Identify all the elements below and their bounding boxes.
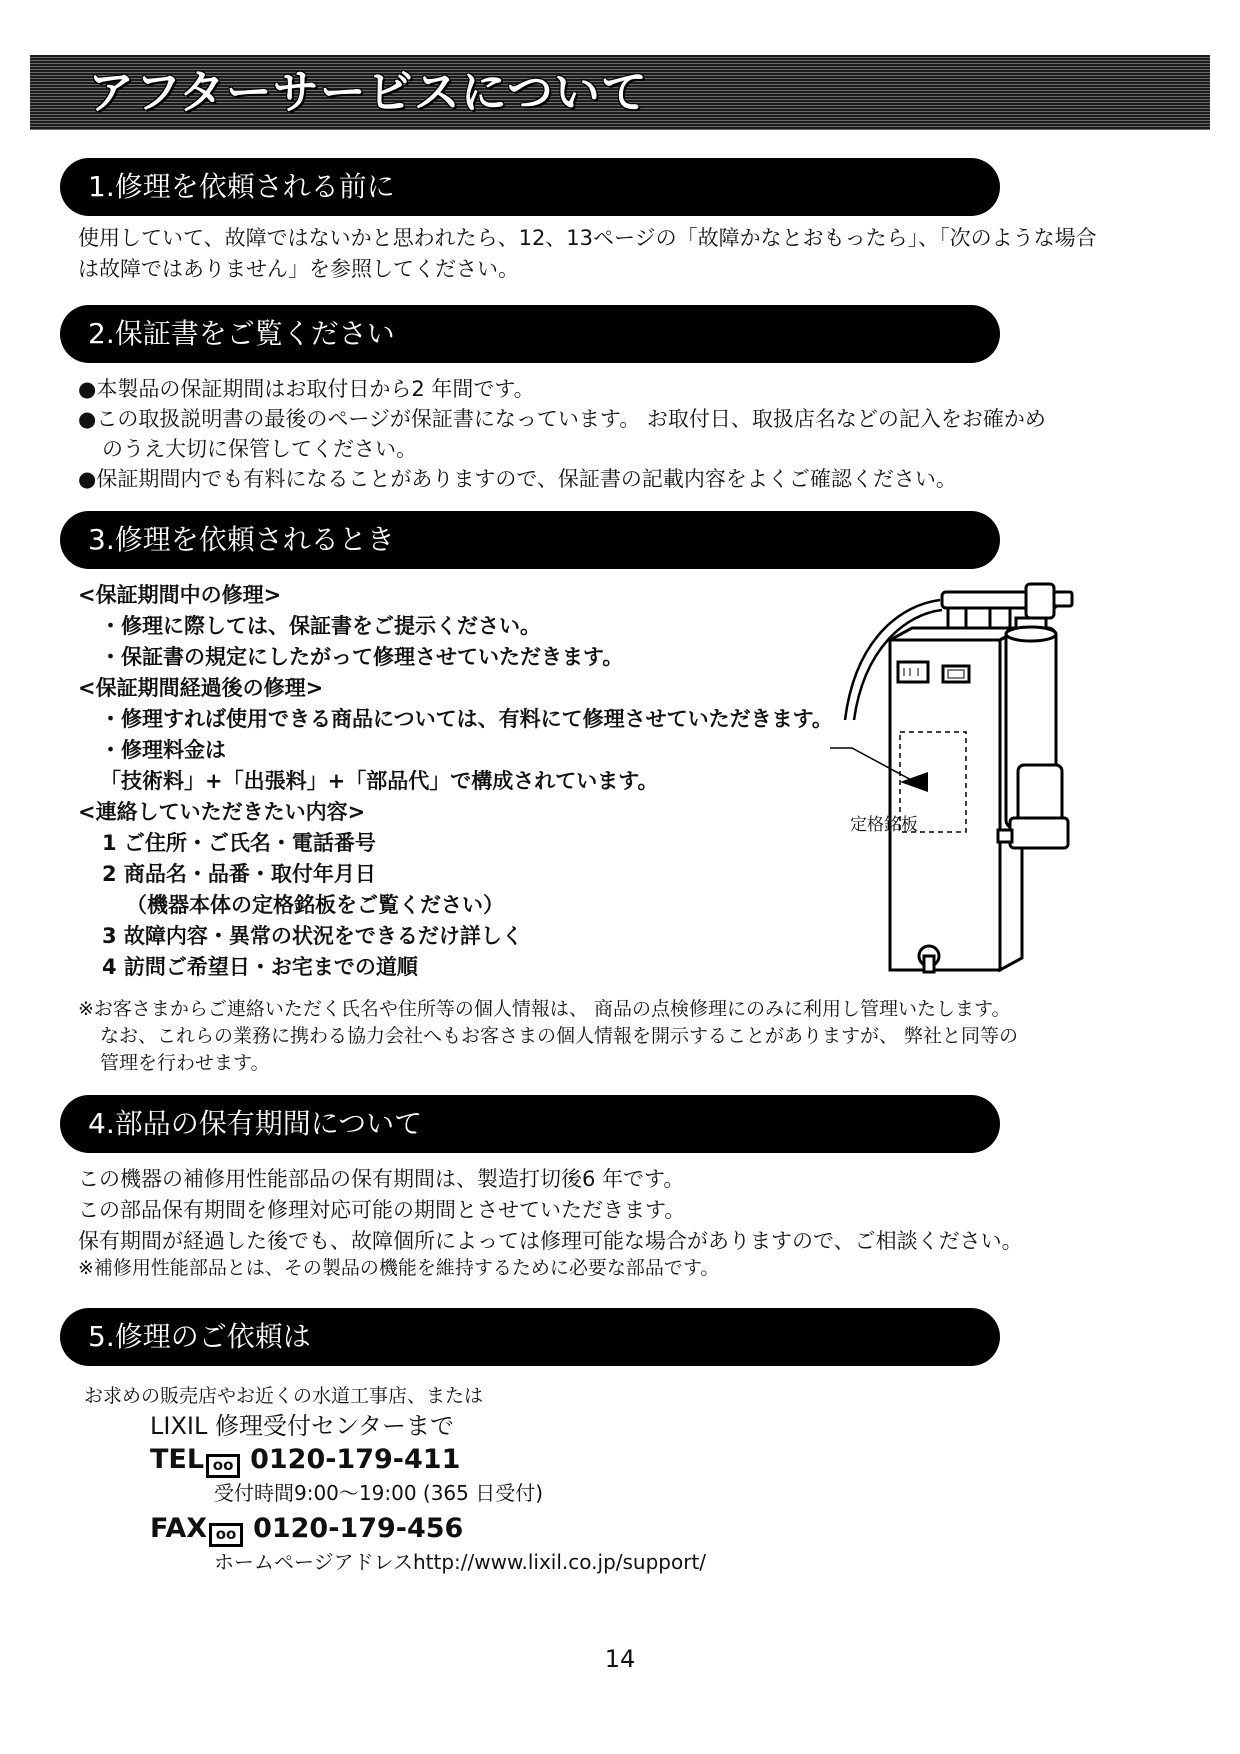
free-dial-icon: oo xyxy=(209,1523,243,1547)
reception-hours: 受付時間9:00～19:00 (365 日受付) xyxy=(214,1481,544,1505)
contact-info-item-1: 1 ご住所・ご氏名・電話番号 xyxy=(102,831,376,855)
privacy-note-line-2: なお、これらの業務に携わる協力会社へもお客さまの個人情報を開示することがありますが、 弊社と同等の xyxy=(100,1025,1019,1047)
after-warranty-repair-heading: <保証期間経過後の修理> xyxy=(78,676,324,700)
free-dial-icon: oo xyxy=(206,1454,240,1478)
section-4-line-2: この部品保有期間を修理対応可能の期間とさせていただきます。 xyxy=(78,1198,686,1222)
homepage-address[interactable]: ホームページアドレスhttp://www.lixil.co.jp/support/ xyxy=(214,1550,707,1574)
section-5-intro: お求めの販売店やお近くの水道工事店、または xyxy=(84,1385,484,1407)
section-2-bullet-2-cont: のうえ大切に保管してください。 xyxy=(102,437,417,461)
section-5-header: 5.修理のご依頼は xyxy=(60,1308,1000,1366)
privacy-note-line-1: ※お客さまからご連絡いただく氏名や住所等の個人情報は、 商品の点検修理にのみに利用し管理いたします。 xyxy=(78,998,1011,1020)
contact-info-item-2: 2 商品名・品番・取付年月日 xyxy=(102,862,376,886)
section-1-header: 1.修理を依頼される前に xyxy=(60,158,1000,216)
section-4-line-1: この機器の補修用性能部品の保有期間は、製造打切後6 年です。 xyxy=(78,1167,685,1191)
repair-center-name: LIXIL 修理受付センターまで xyxy=(150,1412,455,1440)
after-warranty-item-2-detail: 「技術料」+「出張料」+「部品代」で構成されています。 xyxy=(100,769,659,793)
warranty-period-repair-heading: <保証期間中の修理> xyxy=(78,583,282,607)
fax-row xyxy=(150,1512,463,1547)
fax-number: 0120-179-456 xyxy=(253,1513,464,1544)
contact-info-item-2-note: （機器本体の定格銘板をご覧ください） xyxy=(126,893,504,917)
section-1-line-2: は故障ではありません」を参照してください。 xyxy=(78,257,519,281)
section-4-header: 4.部品の保有期間について xyxy=(60,1095,1000,1153)
warranty-period-item-2: ・保証書の規定にしたがって修理させていただきます。 xyxy=(100,645,624,669)
section-4-line-3: 保有期間が経過した後でも、故障個所によっては修理可能な場合がありますので、ご相談ください。 xyxy=(78,1229,1023,1253)
page-title-bar xyxy=(30,55,1210,130)
tel-row xyxy=(150,1443,460,1478)
contact-info-item-4: 4 訪問ご希望日・お宅までの道順 xyxy=(102,955,418,979)
section-2-bullet-3: ●保証期間内でも有料になることがありますので、保証書の記載内容をよくご確認ください。 xyxy=(78,467,957,491)
section-2-header: 2.保証書をご覧ください xyxy=(60,305,1000,363)
section-4-note: ※補修用性能部品とは、その製品の機能を維持するために必要な部品です。 xyxy=(78,1257,720,1279)
water-heater-illustration xyxy=(830,570,1190,1000)
section-2-bullet-2: ●この取扱説明書の最後のページが保証書になっています。 お取付日、取扱店名などの記入をお確かめ xyxy=(78,407,1046,431)
tel-label: TEL xyxy=(150,1444,205,1475)
after-warranty-item-1: ・修理すれば使用できる商品については、有料にて修理させていただきます。 xyxy=(100,707,833,731)
fax-label: FAX xyxy=(150,1513,208,1544)
page-title: アフターサービスについて xyxy=(88,65,648,119)
page-number: 14 xyxy=(604,1645,636,1673)
section-2-bullet-1: ●本製品の保証期間はお取付日から2 年間です。 xyxy=(78,377,535,401)
tel-number[interactable]: 0120-179-411 xyxy=(250,1444,461,1475)
privacy-note-line-3: 管理を行わせます。 xyxy=(100,1052,270,1074)
section-1-line-1: 使用していて、故障ではないかと思われたら、12、13ページの「故障かなとおもったら」、「次のような場合 xyxy=(78,226,1097,250)
after-warranty-item-2: ・修理料金は xyxy=(100,738,226,762)
warranty-period-item-1: ・修理に際しては、保証書をご提示ください。 xyxy=(100,614,541,638)
section-3-header: 3.修理を依頼されるとき xyxy=(60,511,1000,569)
contact-info-item-3: 3 故障内容・異常の状況をできるだけ詳しく xyxy=(102,924,523,948)
rating-plate-label: 定格銘板 xyxy=(850,815,918,835)
contact-info-heading: <連絡していただきたい内容> xyxy=(78,800,366,824)
